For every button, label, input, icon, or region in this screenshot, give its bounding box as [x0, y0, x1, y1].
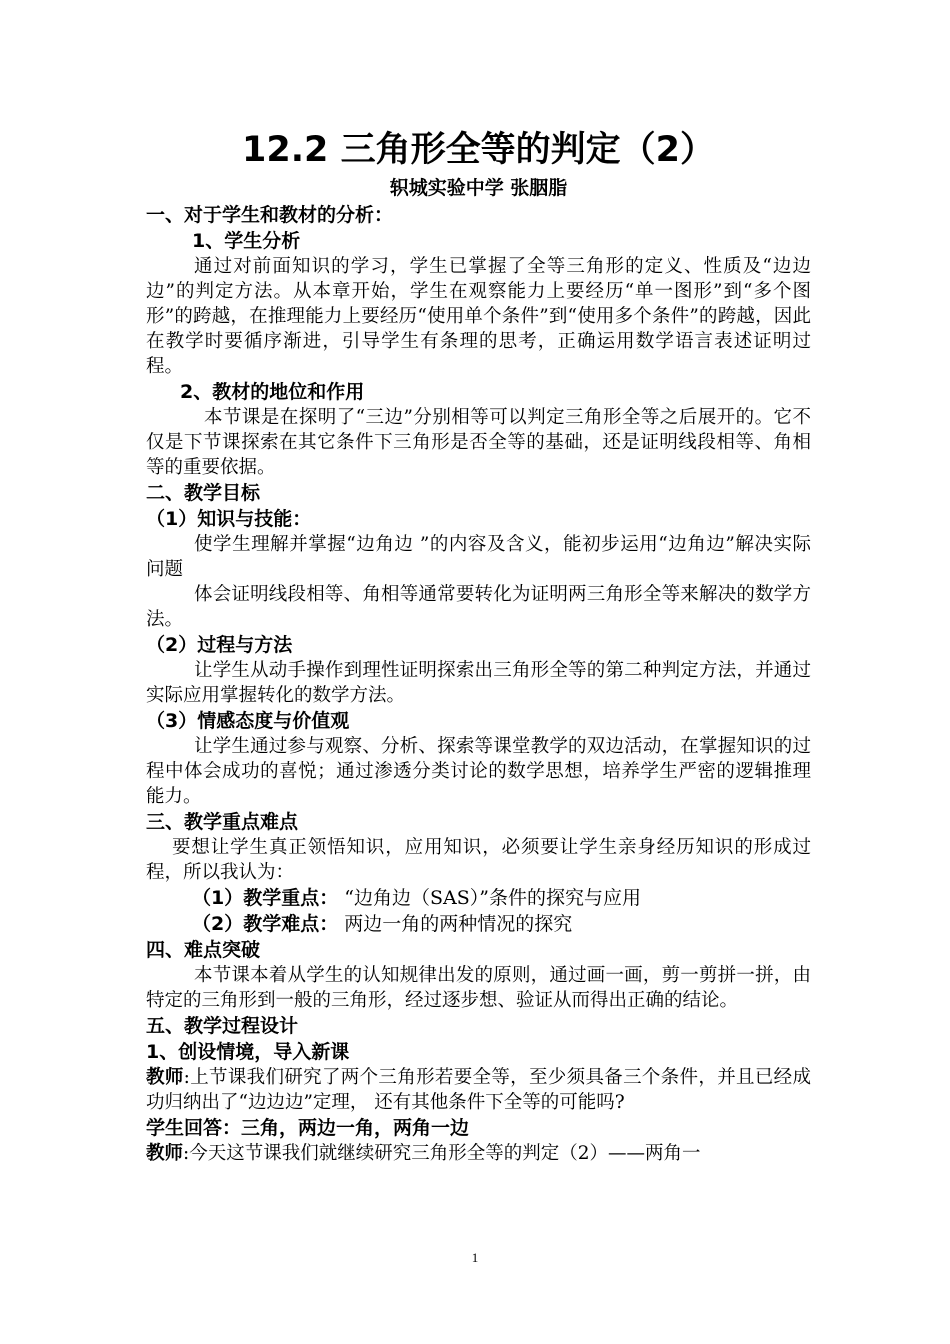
teacher-label-1: 教师 [146, 1067, 184, 1088]
author-line: 轵城实验中学 张胭脂 [389, 177, 568, 199]
subheading-process-method: （2）过程与方法 [146, 634, 293, 656]
section-heading-breakthrough: 四、难点突破 [146, 939, 261, 961]
paragraph-textbook-role: 本节课是在探明了“三边”分别相等可以判定三角形全等之后展开的。它不仅是下节课探索在其它条件下三角形是否全等的基础，还是证明线段相等、角相等的重要依据。 [146, 407, 811, 478]
subheading-knowledge-skills: （1）知识与技能： [146, 508, 312, 530]
section-heading-analysis: 一、对于学生和教材的分析： [146, 204, 394, 226]
paragraph-knowledge-1: 使学生理解并掌握“边角边 ”的内容及含义，能初步运用“边角边”解决实际问题 [146, 534, 811, 580]
section-heading-process-design: 五、教学过程设计 [146, 1015, 299, 1037]
teacher-text-1: :上节课我们研究了两个三角形若要全等，至少须具备三个条件，并且已经成功归纳出了“边边边”定理， 还有其他条件下全等的可能吗? [146, 1067, 811, 1113]
paragraph-key-points: 要想让学生真正领悟知识，应用知识，必须要让学生亲身经历知识的形成过程，所以我认为： [146, 837, 811, 883]
student-answer: 学生回答：三角，两边一角，两角一边 [146, 1117, 470, 1139]
difficulty-label: （2）教学难点： [192, 913, 339, 935]
teacher-line-1 [146, 1065, 811, 1115]
section-heading-key-points: 三、教学重点难点 [146, 811, 299, 833]
paragraph-attitude-values: 让学生通过参与观察、分析、探索等课堂教学的双边活动，在掌握知识的过程中体会成功的喜悦；通过渗透分类讨论的数学思想，培养学生严密的逻辑推理能力。 [146, 736, 811, 807]
page-number: 1 [471, 1250, 479, 1265]
difficulty-line [146, 911, 811, 937]
paragraph-process-method: 让学生从动手操作到理性证明探索出三角形全等的第二种判定方法，并通过实际应用掌握转化的数学方法。 [146, 660, 811, 706]
teacher-line-2 [146, 1141, 811, 1166]
paragraph-student-analysis: 通过对前面知识的学习，学生已掌握了全等三角形的定义、性质及“边边边”的判定方法。从本章开始，学生在观察能力上要经历“单一图形”到“多个图形”的跨越，在推理能力上要经历“使用单个条件”到“使用多个条件”的跨越，因此在教学时要循序渐进，引导学生有条理的思考，正确运用数学语言表述证明过程。 [146, 256, 811, 377]
key-point-label: （1）教学重点： [192, 887, 339, 909]
key-point-line [146, 885, 811, 911]
key-point-text: “边角边（SAS）”条件的探究与应用 [344, 887, 641, 909]
subheading-attitude-values: （3）情感态度与价值观 [146, 710, 350, 732]
paragraph-breakthrough: 本节课本着从学生的认知规律出发的原则，通过画一画，剪一剪拼一拼，由特定的三角形到一般的三角形，经过逐步想、验证从而得出正确的结论。 [146, 965, 811, 1011]
document-body [146, 128, 811, 1166]
teacher-text-2: :今天这节课我们就继续研究三角形全等的判定（2）——两角一 [183, 1143, 701, 1164]
section-heading-goals: 二、教学目标 [146, 482, 261, 504]
page-title: 12.2 三角形全等的判定（2） [242, 130, 715, 170]
subheading-textbook-role: 2、教材的地位和作用 [180, 381, 365, 403]
step-heading-intro: 1、创设情境，导入新课 [146, 1041, 350, 1063]
teacher-label-2: 教师 [146, 1143, 184, 1164]
difficulty-text: 两边一角的两种情况的探究 [344, 913, 573, 935]
paragraph-knowledge-2: 体会证明线段相等、角相等通常要转化为证明两三角形全等来解决的数学方法。 [146, 584, 811, 630]
subheading-student-analysis: 1、学生分析 [192, 230, 301, 252]
